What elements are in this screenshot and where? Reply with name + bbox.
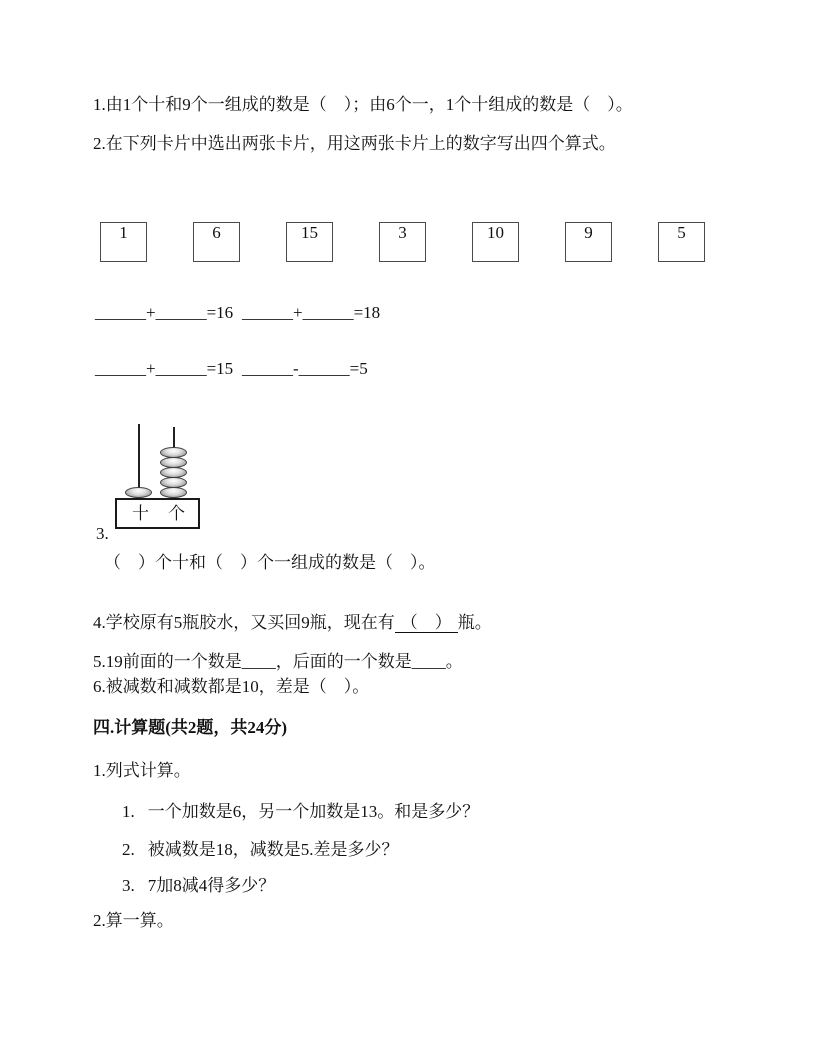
card-number: 6 [212, 223, 221, 242]
calc-item-1 [122, 802, 479, 822]
question-4-suffix: 瓶。 [457, 613, 492, 632]
abacus-bead [160, 487, 187, 498]
equation-blank-4: ______-______=5 [242, 359, 368, 378]
number-cards-row [100, 222, 720, 262]
card-number: 3 [398, 223, 407, 242]
abacus-ones-label: 个 [168, 504, 185, 523]
question-1: 1.由1个十和9个一组成的数是（ ）；由6个一，1个十组成的数是（ ）。 [93, 95, 633, 114]
card-number: 15 [301, 223, 318, 242]
calc-item-1-number: 1. [122, 802, 135, 821]
card-number: 9 [584, 223, 593, 242]
calc-question-2-label: 2.算一算。 [93, 911, 174, 930]
question-4-answer-blank: （ ） [395, 613, 458, 633]
abacus-tens-label: 十 [132, 504, 149, 523]
question-5: 5.19前面的一个数是____，后面的一个数是____。 [93, 652, 463, 671]
calc-item-3-text: 7加8减4得多少？ [147, 876, 276, 895]
number-card [193, 222, 240, 262]
number-card [286, 222, 333, 262]
abacus-bead [125, 487, 152, 498]
number-card [472, 222, 519, 262]
equation-blank-1: ______+______=16 [95, 303, 234, 322]
number-card [100, 222, 147, 262]
calc-item-2-number: 2. [122, 840, 135, 859]
card-number: 5 [677, 223, 686, 242]
abacus-base [115, 498, 200, 529]
equation-blank-3: ______+______=15 [95, 359, 234, 378]
question-3-number: 3. [96, 524, 109, 543]
question-6: 6.被减数和减数都是10，差是（ ）。 [93, 677, 370, 696]
number-card [379, 222, 426, 262]
calc-item-1-text: 一个加数是6，另一个加数是13。和是多少？ [147, 802, 480, 821]
number-card [658, 222, 705, 262]
abacus-ones-beads [160, 420, 187, 498]
abacus-tens-beads [125, 420, 152, 498]
card-number: 1 [119, 223, 128, 242]
question-2: 2.在下列卡片中选出两张卡片，用这两张卡片上的数字写出四个算式。 [93, 134, 616, 153]
calc-item-3 [122, 876, 275, 896]
question-4 [93, 613, 492, 633]
abacus-diagram [115, 420, 201, 530]
calc-item-2 [122, 840, 399, 860]
calc-question-1-label: 1.列式计算。 [93, 761, 191, 780]
card-number: 10 [487, 223, 504, 242]
question-4-prefix: 4.学校原有5瓶胶水，又买回9瓶，现在有 [93, 613, 395, 632]
number-card [565, 222, 612, 262]
calc-item-2-text: 被减数是18，减数是5.差是多少？ [147, 840, 399, 859]
question-3: （ ）个十和（ ）个一组成的数是（ ）。 [104, 553, 436, 572]
calc-item-3-number: 3. [122, 876, 135, 895]
equation-blank-2: ______+______=18 [242, 303, 381, 322]
section-4-heading: 四.计算题(共2题，共24分) [93, 718, 288, 737]
